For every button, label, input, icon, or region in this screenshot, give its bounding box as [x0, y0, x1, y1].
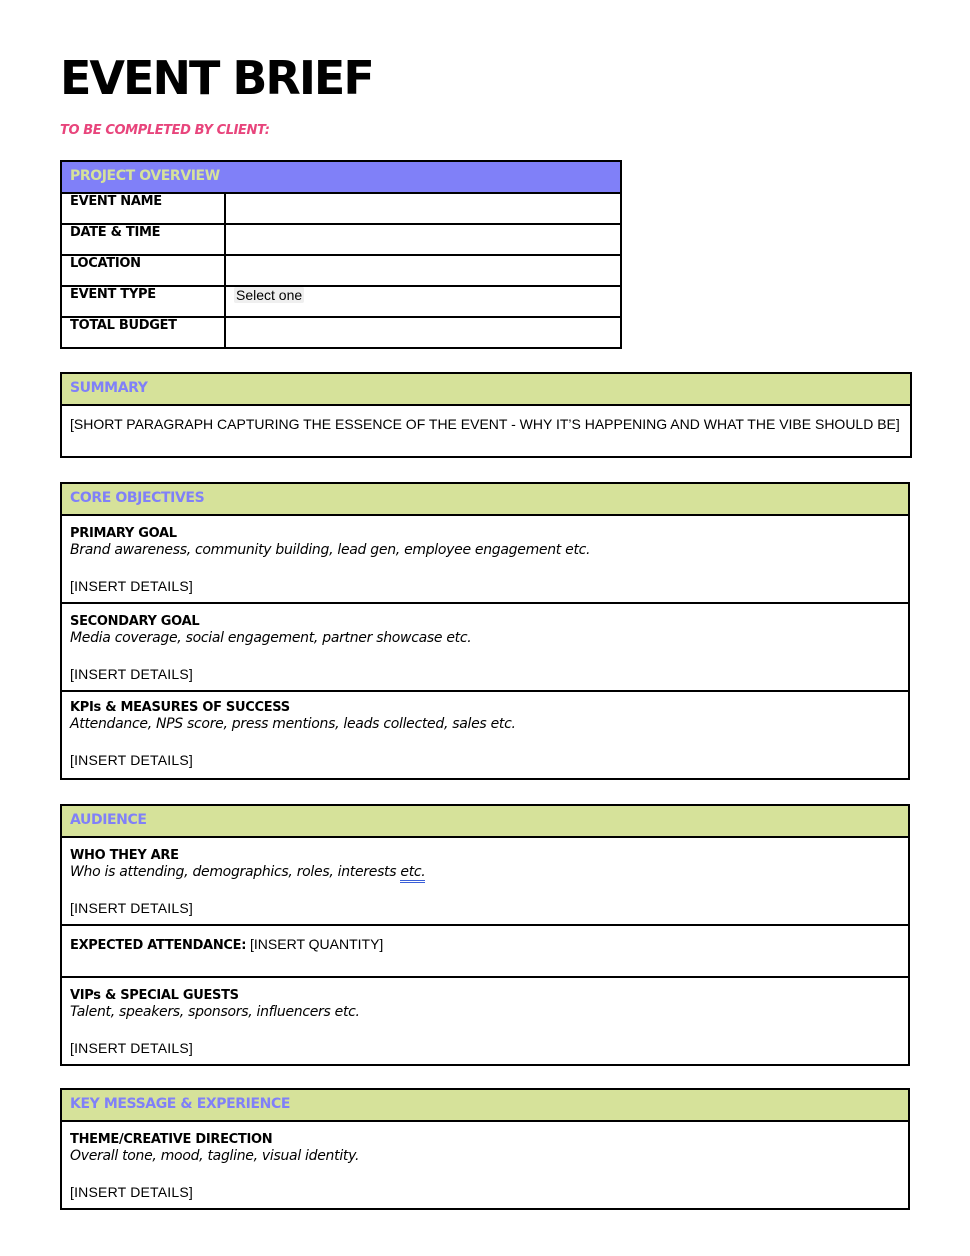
event-name-field[interactable] [225, 193, 621, 224]
secondary-goal-cell[interactable] [61, 603, 909, 691]
secondary-goal-hint: Media coverage, social engagement, partner showcase etc. [70, 630, 472, 646]
date-time-label: DATE & TIME [61, 224, 225, 255]
date-time-field[interactable] [225, 224, 621, 255]
primary-goal-details[interactable]: [INSERT DETAILS] [70, 578, 194, 594]
project-overview-table [60, 160, 622, 349]
summary-header: SUMMARY [61, 373, 911, 405]
spellcheck-flagged-word[interactable]: etc. [400, 864, 425, 883]
audience-header: AUDIENCE [61, 805, 909, 837]
project-overview-header: PROJECT OVERVIEW [61, 161, 621, 193]
key-message-table [60, 1088, 910, 1210]
total-budget-field[interactable] [225, 317, 621, 348]
theme-cell[interactable] [61, 1121, 909, 1209]
client-note: TO BE COMPLETED BY CLIENT: [60, 123, 270, 138]
core-objectives-table [60, 482, 910, 780]
document-title: EVENT BRIEF [60, 51, 373, 105]
audience-table [60, 804, 910, 1066]
location-label: LOCATION [61, 255, 225, 286]
expected-attendance-label: EXPECTED ATTENDANCE: [70, 938, 247, 953]
theme-hint: Overall tone, mood, tagline, visual identity. [70, 1148, 360, 1164]
summary-table [60, 372, 912, 458]
location-field[interactable] [225, 255, 621, 286]
vips-title: VIPs & SPECIAL GUESTS [70, 988, 239, 1003]
kpis-cell[interactable] [61, 691, 909, 779]
event-name-label: EVENT NAME [61, 193, 225, 224]
event-type-dropdown[interactable]: Select one [236, 287, 303, 303]
kpis-title: KPIs & MEASURES OF SUCCESS [70, 700, 290, 715]
vips-cell[interactable] [61, 977, 909, 1065]
expected-attendance-cell[interactable] [61, 925, 909, 977]
who-they-are-hint-text: Who is attending, demographics, roles, interests [70, 864, 397, 880]
primary-goal-cell[interactable] [61, 515, 909, 603]
summary-text[interactable]: [SHORT PARAGRAPH CAPTURING THE ESSENCE OF THE EVENT - WHY IT’S HAPPENING AND WHAT THE VIBE SHOULD BE] [61, 405, 911, 457]
who-they-are-title: WHO THEY ARE [70, 848, 179, 863]
key-message-header: KEY MESSAGE & EXPERIENCE [61, 1089, 909, 1121]
theme-title: THEME/CREATIVE DIRECTION [70, 1132, 273, 1147]
vips-hint: Talent, speakers, sponsors, influencers etc. [70, 1004, 360, 1020]
who-they-are-details[interactable]: [INSERT DETAILS] [70, 900, 194, 916]
vips-details[interactable]: [INSERT DETAILS] [70, 1040, 194, 1056]
kpis-hint: Attendance, NPS score, press mentions, leads collected, sales etc. [70, 716, 516, 732]
total-budget-label: TOTAL BUDGET [61, 317, 225, 348]
kpis-details[interactable]: [INSERT DETAILS] [70, 752, 194, 768]
expected-attendance-value[interactable]: [INSERT QUANTITY] [250, 936, 384, 952]
primary-goal-hint: Brand awareness, community building, lead gen, employee engagement etc. [70, 542, 591, 558]
theme-details[interactable]: [INSERT DETAILS] [70, 1184, 194, 1200]
secondary-goal-details[interactable]: [INSERT DETAILS] [70, 666, 194, 682]
primary-goal-title: PRIMARY GOAL [70, 526, 177, 541]
who-they-are-hint [70, 864, 900, 880]
core-objectives-header: CORE OBJECTIVES [61, 483, 909, 515]
event-type-cell [225, 286, 621, 317]
secondary-goal-title: SECONDARY GOAL [70, 614, 200, 629]
event-type-label: EVENT TYPE [61, 286, 225, 317]
who-they-are-cell[interactable] [61, 837, 909, 925]
